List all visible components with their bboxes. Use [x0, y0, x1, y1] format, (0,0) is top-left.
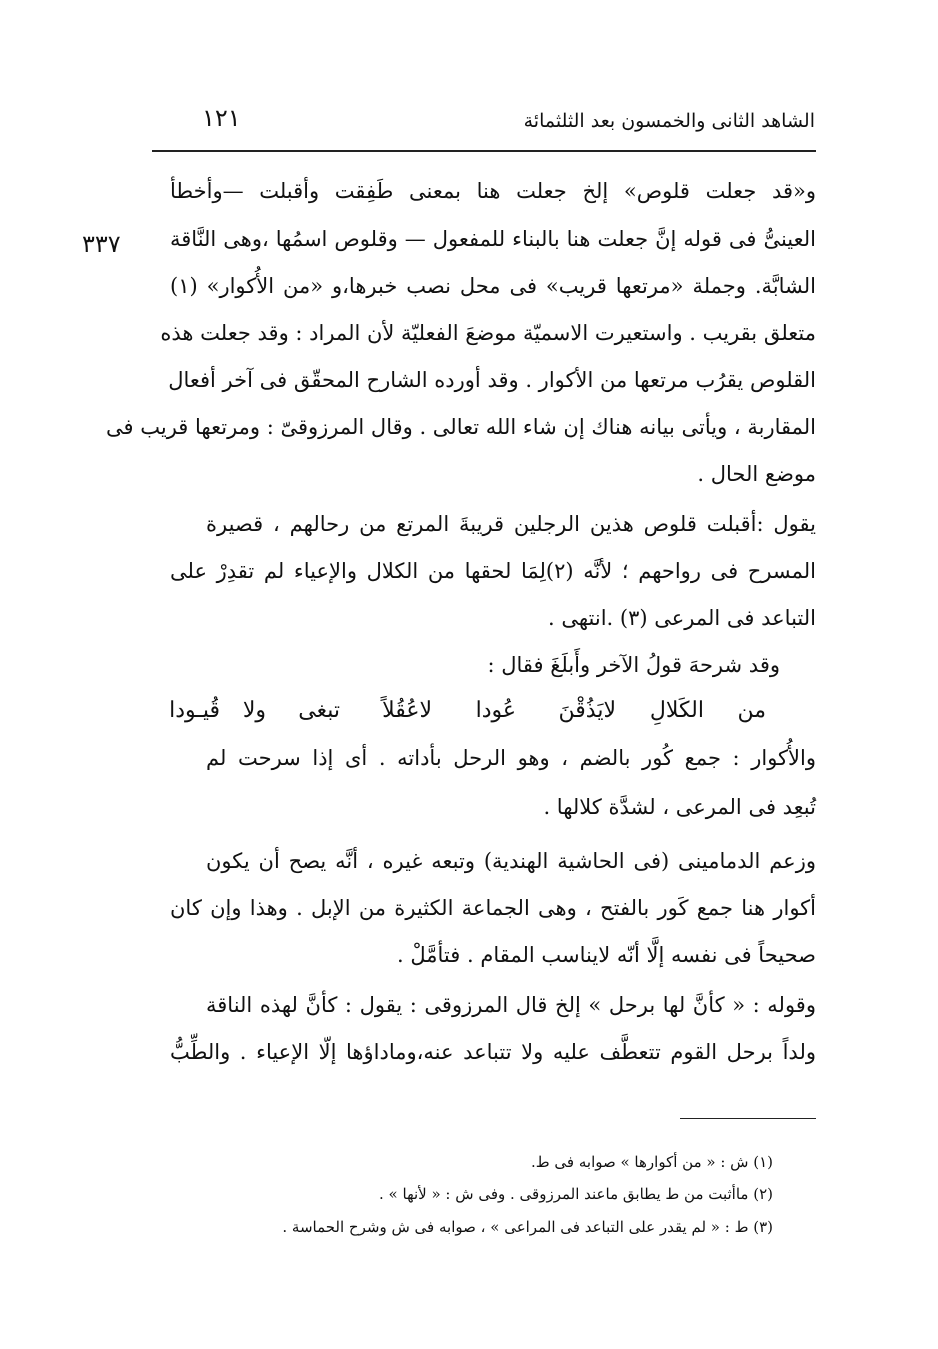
text-line: موضع الحال .: [697, 462, 816, 486]
text-line: متعلق بقريب . واستعيرت الاسميّة موضعَ الفعليّة لأن المراد : وقد جعلت هذه: [160, 321, 816, 345]
verse-word: تبغى: [298, 698, 340, 723]
text-line: صحيحاً فى نفسه إلَّا أنّه لايناسب المقام . فتأمَّلْ .: [397, 943, 816, 967]
text-line: المقاربة ، ويأتى بيانه هناك إن شاء الله تعالى . وقال المرزوقىّ : ومرتعها قريب فى: [106, 415, 816, 439]
footnote: (١) ش : « من أكوارها » صوابه فى ط.: [531, 1153, 773, 1171]
text-line: وقد شرحهَ قولُ الآخر وأَبلَغَ فقال :: [487, 653, 780, 677]
text-line: وقوله : « كأنَّ لها برحل » إلخ قال المرزوقى : يقول : كأنَّ لهذه الناقة: [206, 993, 816, 1017]
page-number: ١٢١: [202, 104, 241, 132]
running-head: [170, 104, 815, 144]
verse-word: قُيـودا: [169, 698, 220, 723]
text-line: والأُكوار : جمع كُور بالضم ، وهو الرحل بأداته . أى إذا سرحت لم: [206, 746, 816, 770]
verse-word: ولا: [242, 698, 266, 723]
text-line: المسرح فى رواحهم ؛ لأنَّه (٢)لِمَا لحقها من الكلال والإعياء لم تقدِرْ على: [170, 559, 817, 583]
verse-word: الكَلالِ: [649, 698, 704, 723]
margin-number: ٣٣٧: [82, 230, 121, 258]
running-title: الشاهد الثانى والخمسون بعد الثلثمائة: [523, 110, 815, 132]
text-line: و«قد جعلت قلوص» إلخ جعلت هنا بمعنى طَفِقت وأقبلت —وأخطأ: [170, 179, 816, 203]
text-line: ولداً برحل القوم تتعطَّف عليه ولا تتباعد عنه،وماداؤها إلّا الإعياء . والطِّبُّ: [170, 1040, 816, 1064]
text-line: تُبعِد فى المرعى ، لشدَّة كلالها .: [543, 795, 816, 819]
verse-word: عُودا: [475, 698, 516, 723]
header-rule: [152, 150, 816, 152]
text-line: يقول :أقبلت قلوص هذين الرجلين قريبةَ المرتع من رحالهم ، قصيرة: [206, 512, 816, 536]
verse-word: لاعُقُلاً: [382, 698, 432, 723]
text-line: أكوار هنا جمع كَور بالفتح ، وهى الجماعة الكثيرة من الإبل . وهذا وإن كان: [170, 896, 816, 920]
footnote-rule: [680, 1118, 816, 1119]
footnote: (٢) ماأثبت من ط يطابق ماعند المرزوقى . وفى ش : « لأنها » .: [379, 1185, 773, 1203]
verse-word: من: [737, 698, 766, 723]
footnote: (٣) ط : « لم يقدر على التباعد فى المراعى » ، صوابه فى ش وشرح الحماسة .: [282, 1218, 773, 1236]
text-line: وزعم الدمامينى (فى الحاشية الهندية) وتبعه غيره ، أنَّه يصح أن يكون: [206, 849, 816, 873]
verse-word: لايَذُقْنَ: [558, 698, 616, 723]
text-line: القلوص يقرُب مرتعها من الأكوار . وقد أورده الشارح المحقّق فى آخر أفعال: [168, 368, 816, 392]
text-line: الشابَّة. وجملة «مرتعها قريب» فى محل نصب خبرها،و «من الأُكوار» (١): [170, 274, 816, 298]
text-line: العينىُّ فى قوله إنَّ جعلت هنا بالبناء للمفعول — وقلوص اسمُها ،وهى النَّاقة: [170, 227, 816, 251]
text-line: التباعد فى المرعى (٣) .انتهى .: [548, 606, 816, 630]
